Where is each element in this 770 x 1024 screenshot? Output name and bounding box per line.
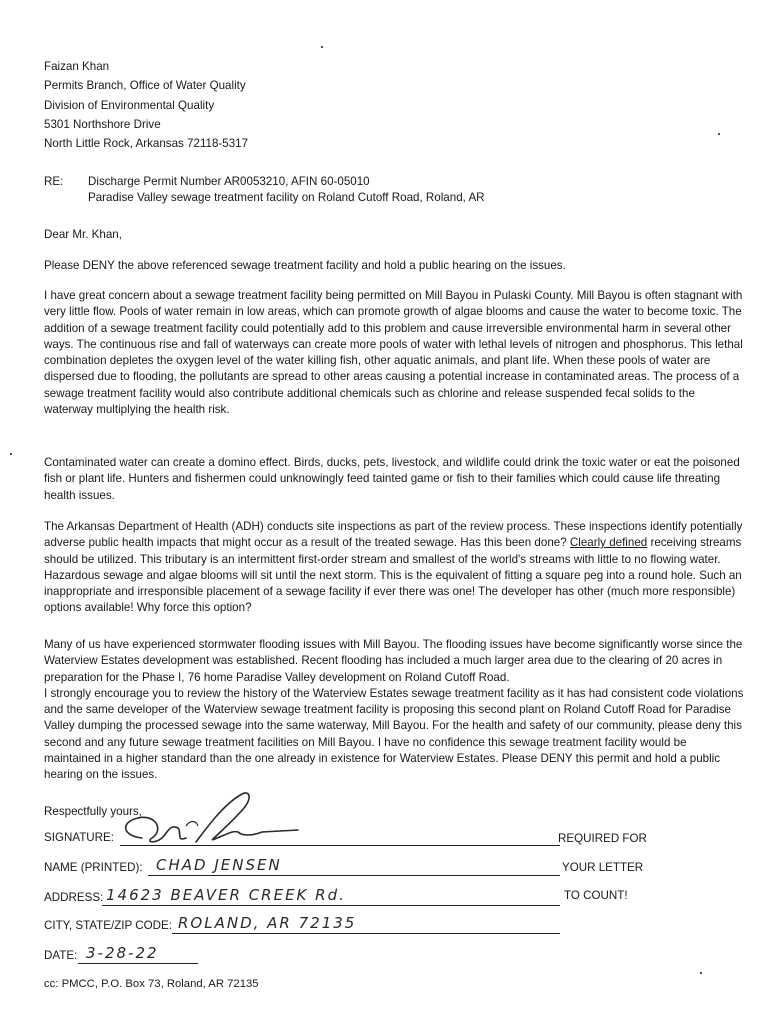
city-state-zip-value: ROLAND, AR 72135: [178, 914, 357, 932]
name-printed-line: [148, 875, 560, 876]
paragraph-concern: I have great concern about a sewage treatment facility being permitted on Mill Bayou in Pulaski County. Mill Bayou is often stagnant with very little flow. Pools of water remain in low areas, which can promote growth of algae blooms and cause the water to become toxic. The addition of a sewage treatment facility could potentially add to this problem and cause irreversible environmental harm in several other ways. The continuous rise and fall of waterways can create more pools of water with lethal levels of nitrogen and phosphorus. This lethal combination depletes the oxygen level of the water killing fish, other aquatic animals, and plant life. When these pools of water are dispersed due to flooding, the pollutants are spread to other areas causing a potential increase in contaminated areas. The process of a sewage treatment facility would also contribute additional chemicals such as chlorine and release suspended fecal solids to the waterway multiplying the health risk.: [44, 289, 743, 417]
date-label: DATE:: [44, 949, 78, 962]
city-state-zip-line: [172, 933, 560, 934]
paragraph-encourage-text: I strongly encourage you to review the history of the Waterview Estates sewage treatment facility as it has had consistent code violations and the same developer of the Waterview sewage treatment facility is proposing this second plant on Roland Cutoff Road for Paradise Valley dumping the processed sewage into the same waterway, Mill Bayou. For the health and safety of our community, please deny this second and any future sewage treatment facilities on Mill Bayou. I have no confidence this sewage treatment facility would be maintained in a higher standard than the one already in existence for Waterview Estates. Please DENY this permit and hold a public hearing on the issues.: [44, 686, 744, 782]
required-note-line-2: YOUR LETTER: [562, 861, 644, 874]
required-note-line-1: REQUIRED FOR: [558, 832, 647, 845]
address-field: [44, 884, 564, 906]
recipient-street: 5301 Northshore Drive: [44, 117, 161, 131]
city-state-zip-field: [44, 912, 564, 934]
name-printed-label: NAME (PRINTED):: [44, 861, 143, 874]
date-line: [78, 963, 198, 964]
required-note-line-3: TO COUNT!: [564, 889, 628, 902]
scan-speck: [718, 133, 720, 135]
re-line-permit: Discharge Permit Number AR0053210, AFIN 60-05010: [88, 175, 370, 188]
paragraph-adh-underlined: Clearly defined: [569, 536, 648, 550]
recipient-branch: Permits Branch, Office of Water Quality: [44, 79, 246, 93]
handwritten-signature: [112, 786, 302, 852]
paragraph-flooding: [44, 637, 744, 784]
paragraph-adh-text-a: The Arkansas Department of Health (ADH) conducts site inspections as part of the review process. These inspections identify potentially adverse public health impacts that might occur as a result of the treated sewage. Has this been done?: [44, 520, 743, 550]
paragraph-domino-effect: Contaminated water can create a domino effect. Birds, ducks, pets, livestock, and wildlife could drink the toxic water or eat the poisoned fish or plant life. Hunters and fishermen could unknowingly feed tainted game or fish to their families which could cause life threating health issues.: [44, 456, 740, 502]
name-printed-value: CHAD JENSEN: [156, 856, 282, 874]
recipient-name: Faizan Khan: [44, 60, 110, 73]
address-value: 14623 BEAVER CREEK Rd.: [106, 886, 346, 904]
date-value: 3-28-22: [86, 944, 159, 962]
paragraph-adh-inspections: [44, 519, 744, 617]
address-line: [102, 905, 560, 906]
recipient-city: North Little Rock, Arkansas 72118-5317: [44, 137, 249, 151]
paragraph-request: Please DENY the above referenced sewage treatment facility and hold a public hearing on the issues.: [44, 259, 566, 272]
re-label: RE:: [44, 175, 64, 188]
scan-speck: [321, 46, 323, 48]
scan-speck: [10, 453, 12, 455]
re-subject: [88, 174, 485, 207]
closing: Respectfully yours,: [44, 805, 142, 818]
signature-label: SIGNATURE:: [44, 831, 114, 844]
cc-line: cc: PMCC, P.O. Box 73, Roland, AR 72135: [44, 978, 259, 990]
signature-field: [44, 826, 524, 846]
scan-speck: [700, 972, 702, 974]
re-line-facility: Paradise Valley sewage treatment facility on Roland Cutoff Road, Roland, AR: [88, 191, 485, 205]
paragraph-adh-text-b: receiving streams should be utilized. This tributary is an intermittent first-order stream and smallest of the world's streams with little to no flowing water. Hazardous sewage and algae blooms will sit until the next storm. This is the equivalent of fitting a square peg into a round hole. Such an inappropriate and irresponsible placement of a sewage facility if ever there was one! The developer has other (much more responsible) options available! Why force this option?: [44, 536, 742, 615]
name-printed-field: [44, 856, 564, 876]
recipient-address-block: [44, 57, 248, 153]
address-label: ADDRESS:: [44, 891, 104, 904]
salutation: Dear Mr. Khan,: [44, 228, 122, 241]
city-state-zip-label: CITY, STATE/ZIP CODE:: [44, 919, 172, 932]
date-field: [44, 942, 244, 964]
paragraph-flooding-text: Many of us have experienced stormwater flooding issues with Mill Bayou. The flooding issues have become significantly worse since the Waterview Estates development was established. Recent flooding has included a much larger area due to the clearing of 20 acres in preparation for the Phase I, 76 home Paradise Valley development on Roland Cutoff Road.: [44, 638, 743, 684]
recipient-division: Division of Environmental Quality: [44, 98, 215, 112]
